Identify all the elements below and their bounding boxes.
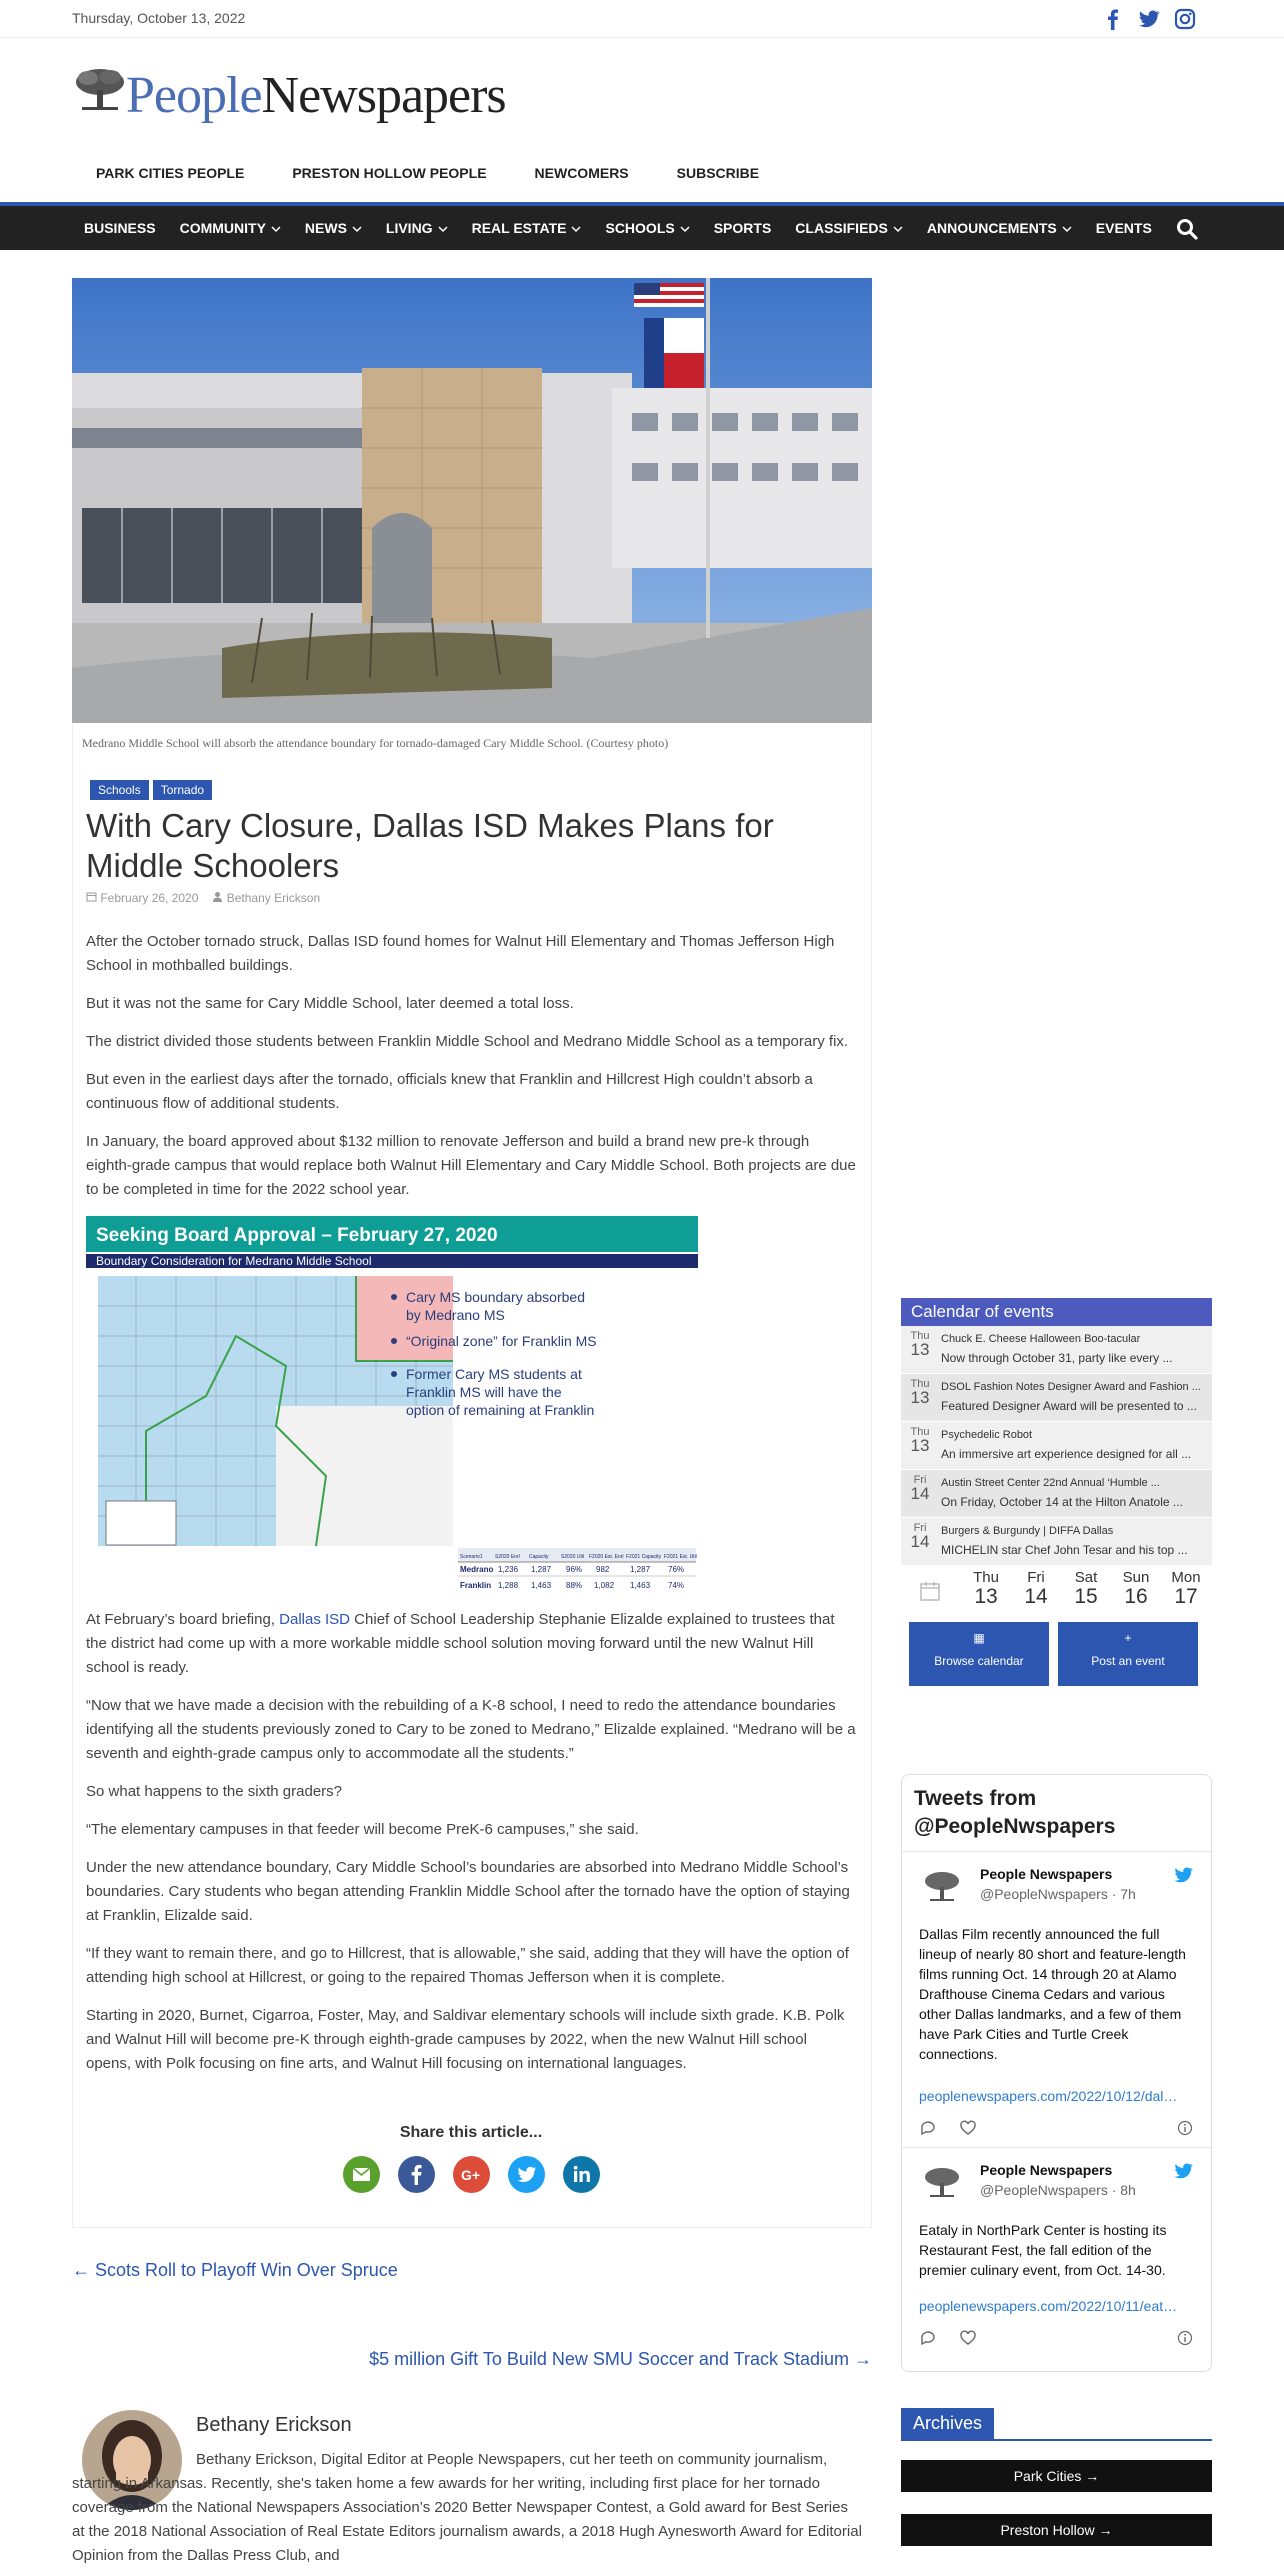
calendar-event[interactable]: Thu 13 DSOL Fashion Notes Designer Award and Fashion ... Featured Designer Award will be presented to ... xyxy=(901,1374,1212,1422)
tweet[interactable] xyxy=(902,1851,1212,2147)
paragraph: So what happens to the sixth graders? xyxy=(86,1783,342,1800)
current-date: Thursday, October 13, 2022 xyxy=(72,10,246,26)
top-bar xyxy=(0,0,1284,38)
paragraph: At February’s board briefing, Dallas ISD Chief of School Leadership Stephanie Elizalde explained to trustees that the district had come up with a more workable middle school solution moving forward until the new Walnut Hill school is ready. xyxy=(86,1611,835,1676)
calendar-day[interactable]: Sun 16 xyxy=(1122,1569,1150,1608)
slide-table-header: F2020 Est. Enrl xyxy=(589,1554,624,1560)
twitter-timeline-widget xyxy=(901,1774,1212,2372)
chevron-down-icon xyxy=(571,225,581,233)
category-tags xyxy=(90,780,212,800)
nav-events[interactable]: EVENTS xyxy=(1095,220,1152,236)
chevron-down-icon xyxy=(438,225,448,233)
chevron-down-icon xyxy=(352,225,362,233)
archives-header xyxy=(901,2408,1212,2441)
nav-living[interactable]: LIVING xyxy=(374,220,460,236)
next-post-link[interactable]: $5 million Gift To Build New SMU Soccer and Track Stadium → xyxy=(369,2349,872,2369)
slide-table-cell: 88% xyxy=(566,1581,583,1590)
article-author[interactable]: Bethany Erickson xyxy=(212,891,320,905)
calendar-day[interactable]: Mon 17 xyxy=(1171,1569,1201,1608)
twitter-icon[interactable] xyxy=(1136,6,1162,32)
events-calendar-widget xyxy=(901,1298,1212,1686)
slide-bullet-3b: Franklin MS will have the xyxy=(406,1384,562,1400)
main-nav xyxy=(0,202,1284,250)
tweet-text: Dallas Film recently announced the full lineup of nearly 80 short and feature-length films running Oct. 14 through 20 at Alamo Drafthouse Cinema Cedars and various other Dallas landmarks, and a few of them have Park Cities and Turtle Creek connections. xyxy=(919,1926,1186,2062)
twitter-bird-icon[interactable] xyxy=(1174,2162,1194,2180)
slide-table-header: S2020 Util xyxy=(561,1554,585,1560)
slide-table-cell: 76% xyxy=(668,1565,685,1574)
nav-community[interactable]: COMMUNITY xyxy=(168,220,293,236)
secondary-nav xyxy=(72,165,783,181)
reply-icon xyxy=(919,2120,937,2136)
paragraph: Under the new attendance boundary, Cary Middle School’s boundaries are absorbed into Medrano Middle School’s boundaries. Cary students who began attending Franklin Middle School after the tornado have the option of staying at Franklin, Elizalde said. xyxy=(86,1859,850,1924)
share-facebook-icon[interactable] xyxy=(398,2156,435,2193)
author-box xyxy=(72,2400,872,2568)
archive-preston-hollow-button[interactable]: Preston Hollow → xyxy=(901,2514,1212,2546)
share-twitter-icon[interactable] xyxy=(508,2156,545,2193)
article-date[interactable]: February 26, 2020 xyxy=(86,891,198,905)
slide-table-cell: 982 xyxy=(596,1565,610,1574)
tweet-link[interactable]: peoplenewspapers.com/2022/10/12/dal… xyxy=(919,2088,1178,2104)
brand-name: PeopleNewspapers xyxy=(126,67,506,124)
tweet-author-name[interactable]: People Newspapers xyxy=(980,2162,1113,2178)
tweet-text: Eataly in NorthPark Center is hosting its Restaurant Fest, the fall edition of the premier culinary event, from Oct. 14-30. xyxy=(919,2222,1167,2278)
nav-schools[interactable]: SCHOOLS xyxy=(593,220,701,236)
slide-table-cell: Medrano xyxy=(460,1565,494,1574)
tweet[interactable] xyxy=(902,2147,1212,2372)
slide-table-header: F2021 Est. Util xyxy=(664,1554,697,1560)
user-icon xyxy=(212,891,223,902)
calendar-event[interactable]: Fri 14 Burgers & Burgundy | DIFFA Dallas MICHELIN star Chef John Tesar and his top ... xyxy=(901,1518,1212,1566)
previous-post-link[interactable]: ← Scots Roll to Playoff Win Over Spruce xyxy=(72,2260,398,2280)
site-logo[interactable] xyxy=(72,62,512,132)
search-icon[interactable] xyxy=(1176,218,1198,240)
dallas-isd-link[interactable]: Dallas ISD xyxy=(279,1611,351,1628)
nav-real-estate[interactable]: REAL ESTATE xyxy=(460,220,594,236)
share-buttons xyxy=(343,2156,600,2193)
instagram-icon[interactable] xyxy=(1172,6,1198,32)
calendar-event[interactable]: Thu 13 Chuck E. Cheese Halloween Boo-tacular Now through October 31, party like every ... xyxy=(901,1326,1212,1374)
facebook-icon[interactable] xyxy=(1100,6,1126,32)
slide-table-header: S2020 Enrl xyxy=(495,1554,520,1560)
tree-logo-icon xyxy=(72,62,128,118)
slide-bullet-1b: by Medrano MS xyxy=(406,1307,505,1323)
paragraph: “Now that we have made a decision with the rebuilding of a K-8 school, I need to redo the attendance boundaries identifying all the students previously zoned to Cary to be zoned to Medrano,” Elizalde explained. “Medrano will be a seventh and eighth-grade campus only to accommodate all the students.” xyxy=(86,1697,856,1762)
slide-table-cell: 1,287 xyxy=(630,1565,651,1574)
share-google-plus-icon[interactable] xyxy=(453,2156,490,2193)
calendar-day[interactable]: Sat 15 xyxy=(1074,1569,1098,1608)
post-event-button[interactable]: + Post an event xyxy=(1058,1622,1198,1686)
slide-bullet-2: “Original zone” for Franklin MS xyxy=(406,1333,597,1349)
nav-sports[interactable]: SPORTS xyxy=(713,220,772,236)
paragraph: “The elementary campuses in that feeder will become PreK-6 campuses,” she said. xyxy=(86,1821,639,1838)
paragraph: “If they want to remain there, and go to Hillcrest, that is allowable,” she said, adding that they will have the option of attending high school at Hillcrest, or going to the repaired Thomas Jefferson when it is complete. xyxy=(86,1945,849,1986)
calendar-day[interactable]: Fri 14 xyxy=(1024,1569,1048,1608)
chevron-down-icon xyxy=(893,225,903,233)
twitter-bird-icon[interactable] xyxy=(1174,1866,1194,1884)
paragraph: Starting in 2020, Burnet, Cigarroa, Foster, May, and Saldivar elementary schools will include sixth grade. K.B. Polk and Walnut Hill will become pre-K through eighth-grade campuses by 2022, when the new Walnut Hill school opens, with Polk focusing on fine arts, and Walnut Hill focusing on international languages. xyxy=(86,2007,845,2072)
slide-table-header: Scenario1 xyxy=(460,1554,483,1560)
tweet-actions xyxy=(919,2120,1199,2138)
twitter-widget-title[interactable]: Tweets from @PeopleNwspapers xyxy=(914,1787,1116,1838)
slide-title: Seeking Board Approval – February 27, 2020 xyxy=(96,1225,498,1246)
chevron-down-icon xyxy=(680,225,690,233)
tweet-handle[interactable]: @PeopleNwspapers · 8h xyxy=(980,2182,1136,2198)
tweet-author-name[interactable]: People Newspapers xyxy=(980,1866,1113,1882)
calendar-title: Calendar of events xyxy=(901,1298,1212,1326)
nav-classifieds[interactable]: CLASSIFIEDS xyxy=(783,220,915,236)
calendar-icon xyxy=(86,891,97,902)
slide-table-cell: 74% xyxy=(668,1581,685,1590)
like-icon xyxy=(959,2330,977,2346)
hero-image xyxy=(72,278,872,723)
nav-newcomers[interactable]: NEWCOMERS xyxy=(534,165,629,181)
svg-text:G+: G+ xyxy=(461,2167,481,2183)
tweet-actions xyxy=(919,2330,1199,2348)
nav-business[interactable]: BUSINESS xyxy=(84,220,156,236)
tweet-handle[interactable]: @PeopleNwspapers · 7h xyxy=(980,1886,1136,1902)
slide-table-header: F2021 Capacity xyxy=(626,1554,662,1560)
info-icon xyxy=(1177,2120,1193,2136)
chevron-down-icon xyxy=(271,225,281,233)
paragraph: But even in the earliest days after the tornado, officials knew that Franklin and Hillcrest High couldn’t absorb a continuous flow of additional students. xyxy=(86,1071,813,1112)
archives-title: Archives xyxy=(901,2408,994,2439)
archive-park-cities-button[interactable]: Park Cities → xyxy=(901,2460,1212,2492)
slide-table-cell: 1,236 xyxy=(498,1565,519,1574)
tweet-avatar xyxy=(922,2162,962,2202)
nav-subscribe[interactable]: SUBSCRIBE xyxy=(676,165,760,181)
paragraph: In January, the board approved about $132 million to renovate Jefferson and build a brand new pre-k through eighth-grade campus that would replace both Walnut Hill Elementary and Cary Middle School. Both projects are due to be completed in time for the 2022 school year. xyxy=(86,1133,856,1198)
slide-subtitle: Boundary Consideration for Medrano Middle School xyxy=(96,1254,372,1268)
info-icon xyxy=(1177,2330,1193,2346)
tweet-link[interactable]: peoplenewspapers.com/2022/10/11/eat… xyxy=(919,2298,1178,2314)
share-linkedin-icon[interactable] xyxy=(563,2156,600,2193)
image-caption: Medrano Middle School will absorb the attendance boundary for tornado-damaged Cary Middle School. (Courtesy photo) xyxy=(82,736,669,750)
reply-icon xyxy=(919,2330,937,2346)
nav-park-cities-people[interactable]: PARK CITIES PEOPLE xyxy=(96,165,245,181)
social-links xyxy=(1100,6,1198,32)
chevron-down-icon xyxy=(1062,225,1072,233)
paragraph: After the October tornado struck, Dallas ISD found homes for Walnut Hill Elementary and Thomas Jefferson High School in mothballed buildings. xyxy=(86,933,835,974)
nav-announcements[interactable]: ANNOUNCEMENTS xyxy=(915,220,1084,236)
share-label: Share this article... xyxy=(399,2124,543,2141)
article-meta xyxy=(86,891,320,905)
slide-table-header: Capacity xyxy=(529,1554,549,1560)
nav-preston-hollow-people[interactable]: PRESTON HOLLOW PEOPLE xyxy=(292,165,487,181)
tweet-avatar xyxy=(922,1866,962,1906)
slide-table-cell: 1,463 xyxy=(630,1581,651,1590)
paragraph: The district divided those students between Franklin Middle School and Medrano Middle School as a temporary fix. xyxy=(86,1033,849,1050)
share-email-icon[interactable] xyxy=(343,2156,380,2193)
slide-table-cell: 1,082 xyxy=(594,1581,615,1590)
calendar-week-strip xyxy=(901,1566,1212,1612)
slide-bullet-3a: Former Cary MS students at xyxy=(406,1366,582,1382)
browse-calendar-button[interactable]: ▦ Browse calendar xyxy=(909,1622,1049,1686)
like-icon xyxy=(959,2120,977,2136)
nav-news[interactable]: NEWS xyxy=(293,220,374,236)
slide-bullet-3c: option of remaining at Franklin xyxy=(406,1402,595,1418)
calendar-event[interactable]: Fri 14 Austin Street Center 22nd Annual ‘Humble ... On Friday, October 14 at the Hilton Anatole ... xyxy=(901,1470,1212,1518)
calendar-event[interactable]: Thu 13 Psychedelic Robot An immersive art experience designed for all ... xyxy=(901,1422,1212,1470)
calendar-day[interactable]: Thu 13 xyxy=(973,1569,999,1608)
slide-table-cell: 1,288 xyxy=(498,1581,519,1590)
author-bio: Bethany Erickson, Digital Editor at People Newspapers, cut her teeth on community journalism, starting in Arkansas. Recently, she's taken home a few awards for her writing, including first place for her tornado coverage from the National Newspapers Association’s 2020 Better Newspaper Contest, a Gold award for Best Series at the 2018 National Association of Real Estate Editors journalism awards, a 2018 Hugh Aynesworth Award for Editorial Opinion from the Dallas Press Club, and xyxy=(72,2451,862,2564)
slide-table-cell: 1,463 xyxy=(531,1581,552,1590)
article-title: With Cary Closure, Dallas ISD Makes Plans for Middle Schoolers xyxy=(86,807,774,884)
author-name[interactable]: Bethany Erickson xyxy=(196,2414,352,2436)
slide-table-cell: 96% xyxy=(566,1565,583,1574)
slide-bullet-1a: Cary MS boundary absorbed xyxy=(406,1289,585,1305)
paragraph: But it was not the same for Cary Middle School, later deemed a total loss. xyxy=(86,995,574,1012)
category-tornado[interactable]: Tornado xyxy=(153,780,212,800)
article-body xyxy=(86,930,856,2090)
category-schools[interactable]: Schools xyxy=(90,780,149,800)
slide-table-cell: 1,287 xyxy=(531,1565,552,1574)
boundary-slide-image xyxy=(86,1216,698,1594)
calendar-icon[interactable] xyxy=(919,1580,955,1610)
slide-table-cell: Franklin xyxy=(460,1581,492,1590)
